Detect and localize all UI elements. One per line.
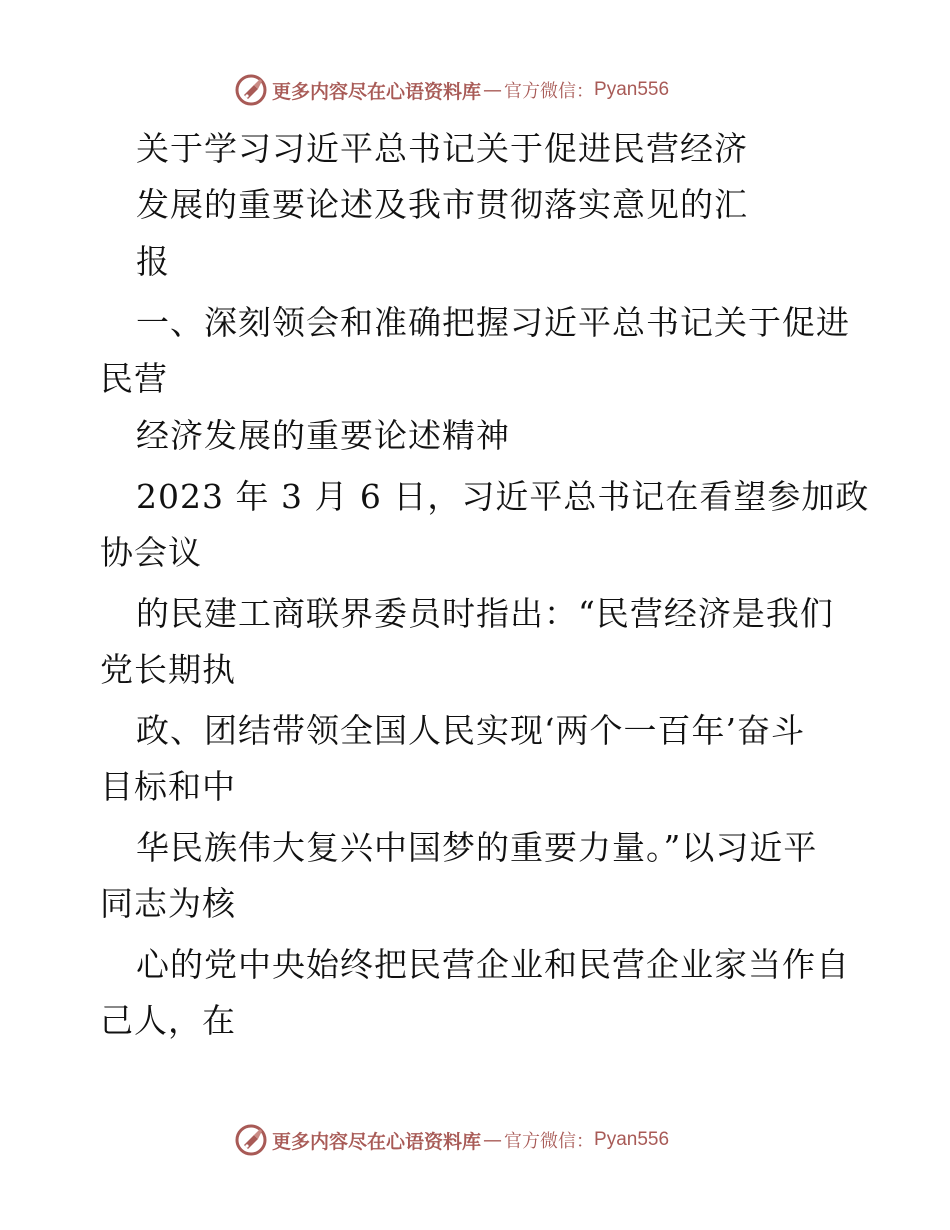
pen-nib-logo-icon <box>234 73 268 107</box>
paragraph-line-3: 的民建工商联界委员时指出：“民营经济是我们 <box>136 594 834 633</box>
watermark-label: 官方微信： <box>504 1131 595 1152</box>
title-line-3: 报 <box>136 242 170 281</box>
paragraph-line-4: 党长期执 <box>100 650 236 689</box>
header-watermark <box>234 72 669 108</box>
pen-nib-logo-icon <box>234 1123 268 1157</box>
watermark-dash: — <box>483 79 503 101</box>
paragraph-line-6: 目标和中 <box>100 767 236 806</box>
watermark-brand-text: 更多内容尽在心语资料库 <box>272 80 482 103</box>
paragraph-line-9: 心的党中央始终把民营企业和民营企业家当作自 <box>136 945 850 984</box>
paragraph-line-8: 同志为核 <box>100 884 236 923</box>
watermark-brand-text: 更多内容尽在心语资料库 <box>272 1130 482 1153</box>
section-heading-line-2: 民营 <box>100 359 168 398</box>
paragraph-line-10: 己人，在 <box>100 1001 236 1040</box>
paragraph-line-2: 协会议 <box>100 533 202 572</box>
watermark-label: 官方微信： <box>504 81 595 102</box>
paragraph-line-7: 华民族伟大复兴中国梦的重要力量。”以习近平 <box>136 828 818 867</box>
section-heading-line-3: 经济发展的重要论述精神 <box>136 416 510 455</box>
watermark-dash: — <box>483 1129 503 1151</box>
footer-watermark <box>234 1122 669 1158</box>
section-heading-line-1: 一、深刻领会和准确把握习近平总书记关于促进 <box>136 303 850 342</box>
watermark-wechat-id: Pyan556 <box>594 79 670 100</box>
title-line-2: 发展的重要论述及我市贯彻落实意见的汇 <box>136 185 748 224</box>
paragraph-line-1: 2023 年 3 月 6 日，习近平总书记在看望参加政 <box>136 477 870 516</box>
title-line-1: 关于学习习近平总书记关于促进民营经济 <box>136 129 748 168</box>
watermark-wechat-id: Pyan556 <box>594 1129 670 1150</box>
paragraph-line-5: 政、团结带领全国人民实现‘两个一百年’奋斗 <box>136 711 805 750</box>
